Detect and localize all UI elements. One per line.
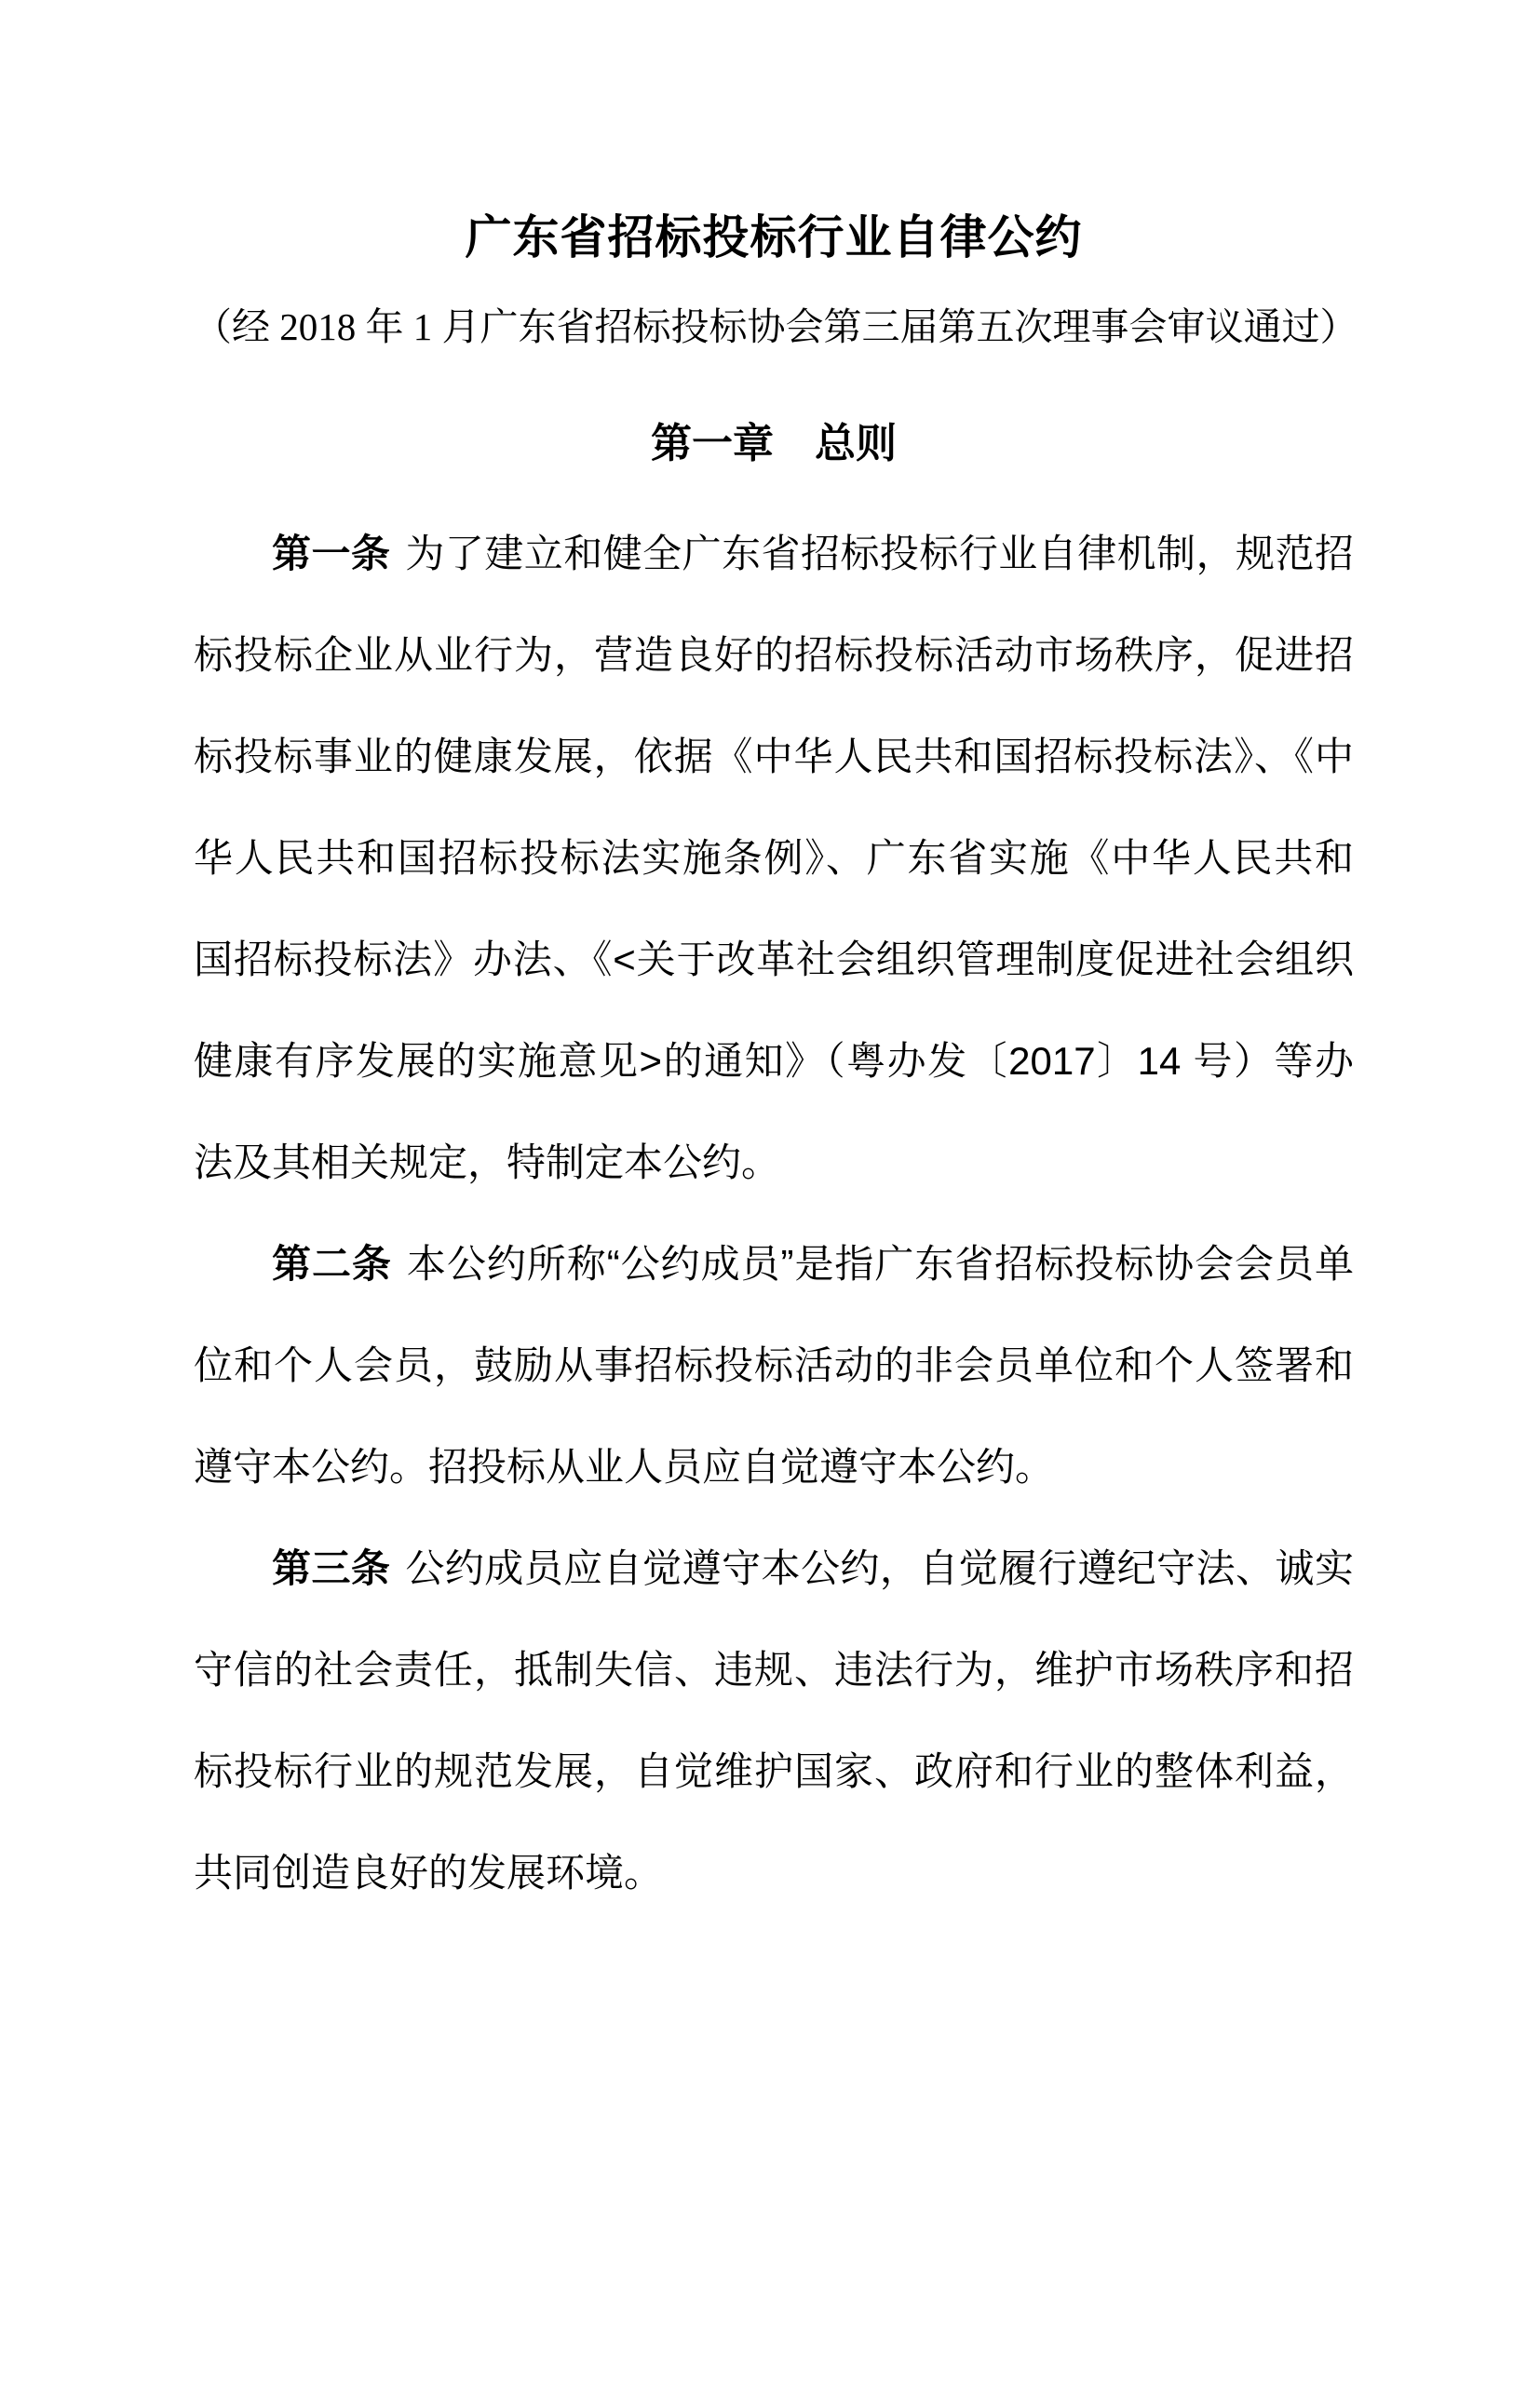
article-2-line-2: 位和个人会员，鼓励从事招标投标活动的非会员单位和个人签署和 bbox=[194, 1342, 1354, 1387]
article-3-line-3: 标投标行业的规范发展，自觉维护国家、政府和行业的整体利益， bbox=[194, 1748, 1354, 1793]
article-3-line-1 bbox=[194, 1518, 1354, 1619]
document-body bbox=[194, 503, 1354, 1923]
document-page bbox=[194, 210, 1358, 1923]
chapter-heading: 第一章 总则 bbox=[651, 421, 897, 466]
document-subtitle: （经 2018 年 1 月广东省招标投标协会第三届第五次理事会审议通过） bbox=[194, 305, 1358, 348]
article-2-line-1-text: 本公约所称“公约成员”是指广东省招标投标协会会员单 bbox=[406, 1241, 1354, 1286]
article-1-line-3: 标投标事业的健康发展，依据《中华人民共和国招标投标法》、《中 bbox=[194, 734, 1354, 778]
article-1-line-1-text: 为了建立和健全广东省招标投标行业自律机制，规范招 bbox=[405, 531, 1354, 575]
article-3-line-4: 共同创造良好的发展环境。 bbox=[194, 1850, 664, 1895]
article-1-label: 第一条 bbox=[272, 531, 391, 575]
article-2-line-1 bbox=[194, 1213, 1354, 1315]
article-3-line-2: 守信的社会责任，抵制失信、违规、违法行为，维护市场秩序和招 bbox=[194, 1647, 1354, 1692]
article-1-line-2: 标投标企业从业行为，营造良好的招标投标活动市场秩序，促进招 bbox=[194, 632, 1354, 677]
article-3-line-1-text: 公约成员应自觉遵守本公约，自觉履行遵纪守法、诚实 bbox=[405, 1545, 1354, 1590]
document-title: 广东省招标投标行业自律公约 bbox=[465, 211, 1083, 263]
article-2-line-3: 遵守本公约。招投标从业人员应自觉遵守本公约。 bbox=[194, 1444, 1055, 1489]
article-1-line-4: 华人民共和国招标投标法实施条例》、广东省实施《中华人民共和 bbox=[194, 835, 1354, 880]
article-1-line-5: 国招标投标法》办法、《<关于改革社会组织管理制度促进社会组织 bbox=[194, 937, 1354, 981]
article-2-label: 第二条 bbox=[272, 1241, 392, 1286]
article-1-line-1 bbox=[194, 503, 1354, 604]
article-1-line-7: 法及其相关规定，特制定本公约。 bbox=[194, 1140, 781, 1184]
article-1-line-6: 健康有序发展的实施意见>的通知》（粤办发〔2017〕14 号）等办 bbox=[194, 1038, 1354, 1083]
article-3-label: 第三条 bbox=[272, 1545, 391, 1590]
